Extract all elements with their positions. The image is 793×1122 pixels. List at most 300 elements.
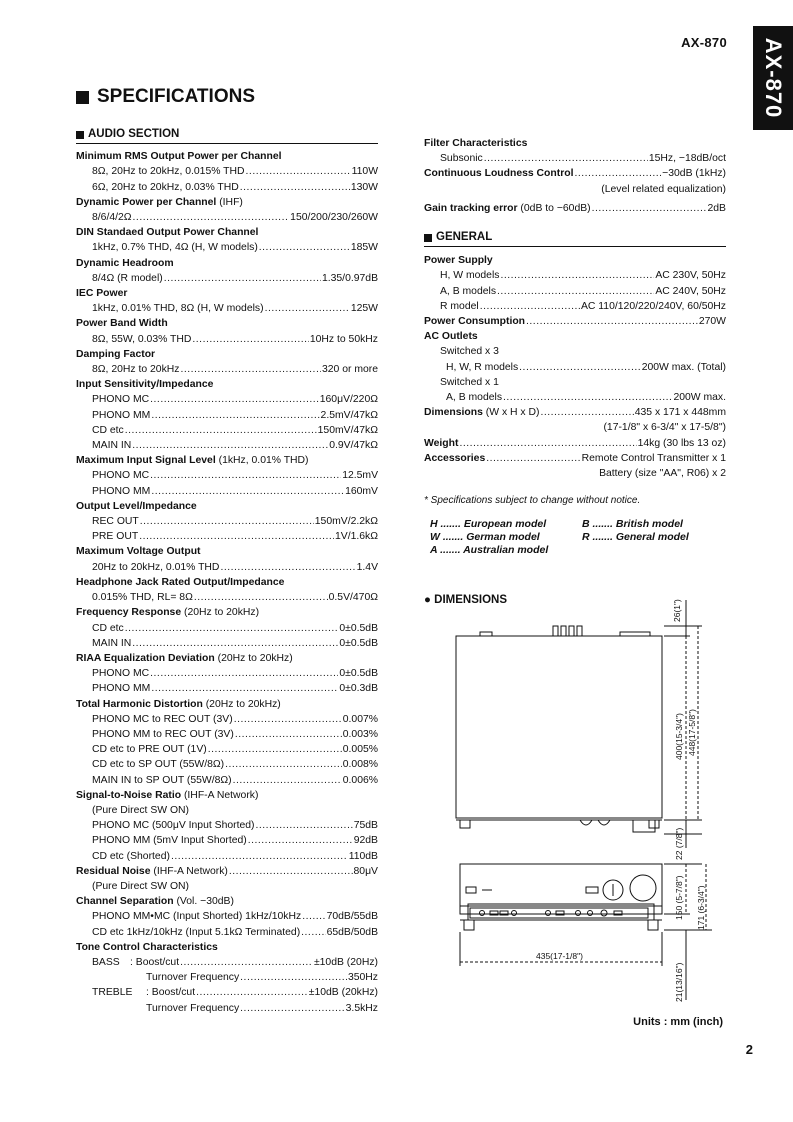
spec-heading-suffix: (IHF-A Network): [181, 789, 259, 801]
spec-value: 10Hz to 50kHz: [309, 333, 378, 345]
spec-value: 200W max. (Total): [641, 361, 726, 373]
spec-heading-text: Channel Separation: [76, 896, 174, 908]
weight-label: Weight: [424, 437, 459, 449]
page-title: [76, 86, 255, 108]
spec-row: [76, 773, 378, 788]
spec-label: Turnover Frequency: [146, 972, 240, 984]
legend-item: [582, 518, 732, 531]
leader-dots: [150, 666, 338, 681]
leader-dots: [459, 436, 636, 451]
spec-heading-text: [424, 436, 458, 451]
spec-value: 15Hz, −18dB/oct: [648, 153, 726, 165]
spec-value: 150mV/47kΩ: [317, 424, 378, 436]
leader-dots: [150, 392, 319, 407]
gain: [424, 201, 726, 216]
leader-dots: [139, 529, 334, 544]
spec-value: 160μV/220Ω: [319, 394, 378, 406]
leader-dots: [125, 621, 339, 636]
selector-knob-icon: [630, 875, 656, 901]
legend-item: [582, 531, 732, 544]
spec-label: REC OUT: [92, 516, 139, 528]
spec-value: 150/200/230/260W: [290, 212, 378, 224]
spec-label: H, W models: [440, 270, 500, 282]
spec-row: [76, 681, 378, 696]
ac-switched-3: Switched x 3: [440, 346, 499, 358]
spec-label: PRE OUT: [92, 531, 139, 543]
leader-dots: [229, 864, 353, 879]
spec-value: ±10dB (20Hz): [313, 956, 378, 968]
spec-row: [424, 299, 726, 314]
spec-value: 350Hz: [347, 972, 378, 984]
leader-dots: [240, 180, 350, 195]
audio-section: [76, 127, 378, 1016]
spec-row: [76, 423, 378, 438]
spec-row: [424, 284, 726, 299]
spec-row: [76, 164, 378, 179]
spec-row: [76, 484, 378, 499]
tone-row: [76, 970, 378, 985]
leader-dots: [150, 468, 341, 483]
spec-heading-text: [424, 314, 525, 329]
dim-top-label: 26(1"): [672, 599, 682, 622]
spec-row: [76, 666, 378, 681]
tone-row: [146, 985, 378, 1000]
legend-key: W: [430, 531, 440, 544]
spec-heading-input_sens: [76, 377, 378, 392]
spec-label: 1kHz, 0.01% THD, 8Ω (H, W models): [92, 303, 264, 315]
spec-label: CD etc 1kHz/10kHz (Input 5.1kΩ Terminated): [92, 926, 301, 938]
leader-dots: [125, 423, 317, 438]
spec-label: PHONO MM•MC (Input Shorted) 1kHz/10kHz: [92, 911, 302, 923]
leader-dots: [225, 757, 342, 772]
accessories-value: Remote Control Transmitter x 1: [581, 452, 726, 464]
spec-heading-text: Power Supply: [424, 255, 493, 267]
legend-value: German model: [466, 531, 540, 544]
spec-heading-damping: [76, 347, 378, 362]
gain-label: Gain tracking error: [424, 202, 518, 214]
spec-row: [76, 818, 378, 833]
spec-value: 130W: [350, 181, 378, 193]
leader-dots: [480, 299, 580, 314]
spec-row: [76, 621, 378, 636]
square-bullet-icon: [424, 234, 432, 242]
spec-label: PHONO MC to REC OUT (3V): [92, 713, 233, 725]
spec-heading-residual: [76, 864, 378, 879]
spec-value: 1.4V: [356, 561, 378, 573]
spec-value: 12.5mV: [342, 470, 378, 482]
spec-label: : Boost/cut: [146, 987, 196, 999]
spec-heading-text: Signal-to-Noise Ratio: [76, 789, 182, 801]
leader-dots: [132, 636, 338, 651]
spec-heading-riaa: [76, 651, 378, 666]
spec-value: 0±0.3dB: [339, 683, 378, 695]
spec-label: 1kHz, 0.7% THD, 4Ω (H, W models): [92, 242, 258, 254]
spec-value: 160mV: [345, 485, 378, 497]
accessories: [424, 451, 726, 466]
spec-value: 0.9V/47kΩ: [329, 440, 378, 452]
tone-row: [130, 955, 378, 970]
spec-value: 0.008%: [342, 759, 378, 771]
spec-label: : Boost/cut: [130, 956, 180, 968]
spec-value: AC 230V, 50Hz: [655, 270, 726, 282]
spec-row: [76, 849, 378, 864]
spec-label: MAIN IN: [92, 440, 132, 452]
spec-row: [76, 529, 378, 544]
legend-key: R: [582, 531, 590, 544]
spec-heading-text: Damping Factor: [76, 348, 156, 360]
spec-value: 0.007%: [342, 713, 378, 725]
tone-bass-label: BASS: [92, 956, 120, 968]
leader-dots: [171, 849, 348, 864]
spec-value: 110dB: [348, 850, 378, 862]
spec-heading-min_rms: [76, 149, 378, 164]
leader-dots: [497, 284, 654, 299]
spec-value: 2.5mV/47kΩ: [320, 409, 378, 421]
spec-row: [76, 712, 378, 727]
dimensions-value2: (17-1/8" x 6-3/4" x 17-5/8"): [603, 422, 726, 434]
legend-dots: .......: [589, 518, 616, 531]
spec-row: [76, 833, 378, 848]
tone-treble-row: [76, 985, 378, 1000]
legend-dots: .......: [437, 544, 464, 557]
spec-value: 0.006%: [342, 774, 378, 786]
spec-row: [76, 362, 378, 377]
leader-dots: [151, 484, 344, 499]
leader-dots: [164, 271, 321, 286]
spec-label: A, B models: [446, 392, 503, 404]
spec-label: CD etc (Shorted): [92, 850, 170, 862]
spec-note-line: (Pure Direct SW ON): [92, 804, 189, 816]
leader-dots: [540, 405, 633, 420]
spec-value: 1.35/0.97dB: [321, 272, 378, 284]
leader-dots: [234, 712, 342, 727]
spec-heading-ac-outlets: [424, 329, 726, 344]
leader-dots: [256, 818, 353, 833]
spec-row: [76, 301, 378, 316]
dim-depth-inner-label: 400(15-3/4"): [674, 713, 684, 760]
leader-dots: [151, 408, 319, 423]
spec-heading-thd: [76, 697, 378, 712]
spec-value: 0±0.5dB: [339, 668, 378, 680]
top-view-body: [456, 636, 662, 818]
legend-key: H: [430, 518, 438, 531]
spec-heading-text: Maximum Input Signal Level: [76, 455, 216, 467]
spec-heading-suffix: (20Hz to 20kHz): [181, 607, 260, 619]
spec-heading-suffix: (1kHz, 0.01% THD): [215, 455, 309, 467]
spec-row: [76, 180, 378, 195]
spec-row: [76, 727, 378, 742]
dimensions-drawing: [440, 590, 730, 1010]
spec-label: PHONO MM: [92, 409, 151, 421]
spec-heading-text: Total Harmonic Distortion: [76, 698, 203, 710]
spec-value: AC 110/120/220/240V, 60/50Hz: [580, 300, 726, 312]
leader-dots: [246, 164, 351, 179]
spec-row: [76, 909, 378, 924]
spec-label: H, W, R models: [446, 361, 519, 373]
spec-row: [424, 360, 726, 375]
legend-dots: .......: [589, 531, 616, 544]
residual-suffix: (IHF-A Network): [150, 865, 228, 877]
spec-row: [76, 468, 378, 483]
weight: [424, 436, 726, 451]
spec-row: [76, 271, 378, 286]
spec-heading-text: Minimum RMS Output Power per Channel: [76, 151, 282, 163]
spec-heading-text: RIAA Equalization Deviation: [76, 652, 215, 664]
right-column: [424, 136, 726, 557]
legend-item: [430, 531, 582, 544]
spec-row: [76, 240, 378, 255]
dimensions: [424, 405, 726, 420]
spec-heading-separation: [76, 894, 378, 909]
square-bullet-icon: [76, 91, 89, 104]
spec-value: 65dB/50dB: [326, 926, 378, 938]
spec-label: 20Hz to 20kHz, 0.01% THD: [92, 561, 220, 573]
leader-dots: [235, 727, 342, 742]
leader-dots: [500, 268, 654, 283]
spec-value: 125W: [350, 303, 378, 315]
power-consumption-label: Power Consumption: [424, 316, 526, 328]
spec-heading-din: [76, 225, 378, 240]
legend-item: [430, 518, 582, 531]
spec-heading-text: AC Outlets: [424, 331, 478, 343]
spec-row: [76, 392, 378, 407]
spec-value: 150mV/2.2kΩ: [314, 516, 378, 528]
leader-dots: [192, 332, 308, 347]
legend-value: British model: [615, 518, 683, 531]
spec-label: 8Ω, 20Hz to 20kHz, 0.015% THD: [92, 166, 245, 178]
gain-suffix: (0dB to −60dB): [517, 202, 591, 214]
spec-heading-dyn_power: [76, 195, 378, 210]
loudness-label: Continuous Loudness Control: [424, 168, 574, 180]
spec-value: 1V/1.6kΩ: [334, 531, 378, 543]
spec-label: MAIN IN to SP OUT (55W/8Ω): [92, 774, 232, 786]
header-model: AX-870: [681, 35, 727, 50]
spec-value: 110W: [351, 166, 378, 178]
dim-depth-total-label: 448(17-5/8"): [687, 709, 697, 756]
rear-terminals: [553, 626, 582, 636]
legend-dots: .......: [439, 531, 467, 544]
spec-value: AC 240V, 50Hz: [655, 285, 726, 297]
spec-label: PHONO MC: [92, 668, 150, 680]
leader-dots: [240, 1001, 344, 1016]
side-tab-label: AX-870: [761, 37, 786, 119]
spec-row: [76, 590, 378, 605]
spec-label: R model: [440, 300, 479, 312]
spec-heading-text: [76, 864, 228, 879]
dimensions-value: 435 x 171 x 448mm: [634, 407, 726, 419]
spec-heading-max_voltage: [76, 544, 378, 559]
spec-label: PHONO MC: [92, 470, 150, 482]
spec-row: [76, 925, 378, 940]
spec-value: 0±0.5dB: [339, 637, 378, 649]
model-legend: [430, 518, 726, 557]
leader-dots: [180, 362, 321, 377]
spec-heading-suffix: (20Hz to 20kHz): [214, 652, 293, 664]
leader-dots: [240, 970, 347, 985]
spec-value: 80μV: [353, 865, 378, 877]
legend-key: A: [430, 544, 438, 557]
units-note: Units : mm (inch): [633, 1016, 723, 1028]
spec-heading-iec: [76, 286, 378, 301]
spec-value: 0.5V/470Ω: [328, 592, 378, 604]
spec-label: PHONO MM to REC OUT (3V): [92, 728, 234, 740]
spec-heading-freq_resp: [76, 605, 378, 620]
spec-heading-text: [424, 166, 574, 181]
spec-value: 3.5kHz: [345, 1002, 378, 1014]
spec-heading-text: Frequency Response: [76, 607, 182, 619]
spec-row: [76, 757, 378, 772]
spec-row: [76, 560, 378, 575]
spec-row: [76, 210, 378, 225]
dimensions-heading: ● DIMENSIONS: [424, 594, 507, 606]
side-model-tab: [753, 26, 793, 130]
power-consumption: [424, 314, 726, 329]
leader-dots: [592, 201, 707, 216]
dim-width-label: 435(17-1/8"): [536, 951, 583, 961]
spec-heading-text: Power Band Width: [76, 318, 168, 330]
spec-row: [76, 408, 378, 423]
spec-row: [76, 514, 378, 529]
leader-dots: [301, 925, 325, 940]
spec-heading-suffix: (IHF): [216, 196, 243, 208]
spec-heading-text: [424, 451, 485, 466]
leader-dots: [196, 985, 308, 1000]
spec-value: 0±0.5dB: [339, 622, 378, 634]
residual-note: (Pure Direct SW ON): [92, 880, 189, 892]
spec-label: 8/4Ω (R model): [92, 272, 163, 284]
spec-value: 200W max.: [673, 392, 726, 404]
spec-heading-text: Input Sensitivity/Impedance: [76, 379, 214, 391]
ac-switched-1: Switched x 1: [440, 376, 499, 388]
dim-height-inner-label: 150 (5-7/8"): [674, 875, 684, 920]
spec-label: A, B models: [440, 285, 497, 297]
leader-dots: [575, 166, 662, 181]
spec-label: PHONO MC (500μV Input Shorted): [92, 820, 255, 832]
page-number: 2: [745, 1042, 753, 1057]
spec-heading-power-supply: [424, 253, 726, 268]
leader-dots: [265, 301, 350, 316]
spec-heading-suffix: (Vol. −30dB): [173, 896, 234, 908]
leader-dots: [486, 451, 580, 466]
spec-label: CD etc: [92, 622, 124, 634]
spec-value: 0.003%: [342, 728, 378, 740]
spec-row: [76, 636, 378, 651]
general-section-heading: GENERAL: [424, 230, 726, 247]
spec-label: PHONO MC: [92, 394, 150, 406]
legend-key: B: [582, 518, 590, 531]
spec-heading-text: Filter Characteristics: [424, 138, 528, 149]
spec-row: [424, 390, 726, 405]
spec-value: 92dB: [353, 835, 378, 847]
spec-value: ±10dB (20kHz): [308, 987, 378, 999]
accessories-value2: Battery (size "AA", R06) x 2: [599, 468, 726, 480]
audio-section-heading: AUDIO SECTION: [76, 127, 378, 144]
spec-heading-pbw: [76, 316, 378, 331]
leader-dots: [233, 773, 342, 788]
spec-row: [424, 151, 726, 166]
leader-dots: [180, 955, 313, 970]
spec-label: 8Ω, 20Hz to 20kHz: [92, 364, 180, 376]
loudness-note: (Level related equalization): [601, 183, 726, 195]
power-consumption-value: 270W: [698, 316, 726, 328]
leader-dots: [194, 590, 328, 605]
spec-heading-max_input: [76, 453, 378, 468]
leader-dots: [484, 151, 648, 166]
spec-label: Turnover Frequency: [146, 1002, 240, 1014]
leader-dots: [132, 438, 328, 453]
spec-row: [76, 438, 378, 453]
spec-label: CD etc: [92, 424, 124, 436]
leader-dots: [519, 360, 641, 375]
dim-bottom-label: 21(13/16"): [674, 962, 684, 1002]
residual-label: Residual Noise: [76, 865, 151, 877]
leader-dots: [140, 514, 314, 529]
tone-bass-row: [76, 955, 378, 970]
spec-heading-tone: [76, 940, 378, 955]
spec-label: Subsonic: [440, 153, 483, 165]
spec-heading-text: [424, 201, 591, 216]
leader-dots: [248, 833, 353, 848]
spec-heading-output_level: [76, 499, 378, 514]
leader-dots: [259, 240, 350, 255]
legend-value: Australian model: [463, 544, 549, 557]
spec-label: 8Ω, 55W, 0.03% THD: [92, 333, 192, 345]
spec-heading-headphone: [76, 575, 378, 590]
spec-heading-text: Dynamic Headroom: [76, 257, 174, 269]
square-bullet-icon: [76, 131, 84, 139]
accessories-label: Accessories: [424, 452, 486, 464]
legend-value: General model: [615, 531, 689, 544]
spec-value: 70dB/55dB: [326, 911, 378, 923]
spec-value: 75dB: [353, 820, 378, 832]
spec-heading-text: IEC Power: [76, 288, 128, 300]
legend-item: [430, 544, 582, 557]
spec-row: [76, 742, 378, 757]
spec-label: 8/6/4/2Ω: [92, 212, 132, 224]
spec-heading-filter: [424, 136, 726, 151]
spec-value: 185W: [350, 242, 378, 254]
loudness-value: −30dB (1kHz): [662, 168, 726, 180]
spec-heading-dyn_headroom: [76, 256, 378, 271]
spec-heading-text: Output Level/Impedance: [76, 500, 197, 512]
spec-label: 0.015% THD, RL= 8Ω: [92, 592, 193, 604]
dim-height-total-label: 171 (6-3/4"): [696, 885, 706, 930]
spec-label: PHONO MM: [92, 683, 151, 695]
spec-heading-text: [424, 405, 539, 420]
leader-dots: [220, 560, 355, 575]
gain-value: 2dB: [707, 202, 726, 214]
spec-label: CD etc to SP OUT (55W/8Ω): [92, 759, 225, 771]
dim-front-gap-label: 22 (7/8"): [674, 827, 684, 860]
leader-dots: [503, 390, 672, 405]
legend-dots: .......: [437, 518, 464, 531]
spec-label: CD etc to PRE OUT (1V): [92, 744, 207, 756]
spec-value: 0.005%: [342, 744, 378, 756]
loudness: [424, 166, 726, 181]
leader-dots: [208, 742, 342, 757]
leader-dots: [302, 909, 325, 924]
spec-label: PHONO MM: [92, 485, 151, 497]
dimensions-suffix: (W x H x D): [482, 407, 540, 419]
weight-value: 14kg (30 lbs 13 oz): [637, 437, 726, 449]
spec-heading-text: Tone Control Characteristics: [76, 941, 218, 953]
spec-label: 6Ω, 20Hz to 20kHz, 0.03% THD: [92, 181, 239, 193]
spec-heading-text: Headphone Jack Rated Output/Impedance: [76, 576, 285, 588]
spec-note: * Specifications subject to change without notice.: [424, 495, 641, 507]
spec-value: 320 or more: [321, 364, 378, 376]
spec-heading-text: DIN Standaed Output Power Channel: [76, 227, 259, 239]
spec-label: MAIN IN: [92, 637, 132, 649]
